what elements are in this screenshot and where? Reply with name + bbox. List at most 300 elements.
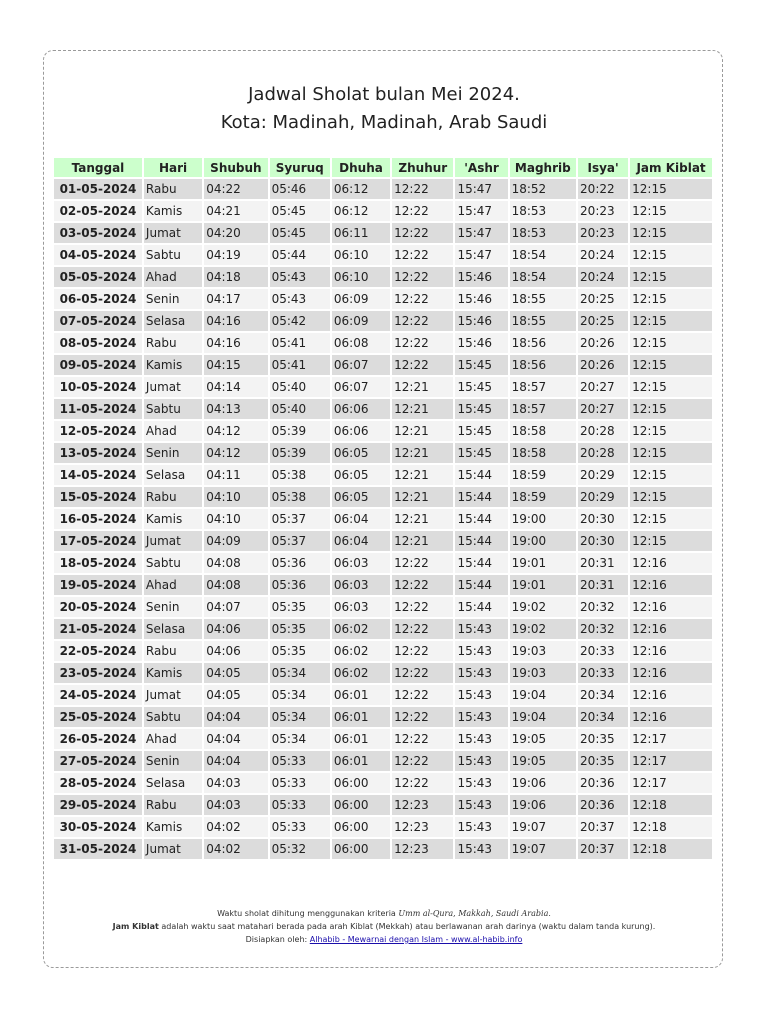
cell-dhuha: 06:02 <box>332 663 390 683</box>
cell-zhuhur: 12:22 <box>392 267 453 287</box>
cell-jam-kiblat: 12:15 <box>630 443 712 463</box>
cell-tanggal: 11-05-2024 <box>54 399 142 419</box>
footer-credit-link[interactable]: Alhabib - Mewarnai dengan Islam - www.al-habib.info <box>309 935 523 944</box>
cell-isya: 20:33 <box>578 663 628 683</box>
cell-tanggal: 13-05-2024 <box>54 443 142 463</box>
cell-shubuh: 04:03 <box>204 773 267 793</box>
cell-jam-kiblat: 12:15 <box>630 531 712 551</box>
cell-maghrib: 18:59 <box>510 487 576 507</box>
table-row <box>54 289 712 309</box>
cell-dhuha: 06:01 <box>332 707 390 727</box>
cell-maghrib: 18:55 <box>510 311 576 331</box>
cell-tanggal: 14-05-2024 <box>54 465 142 485</box>
cell-zhuhur: 12:23 <box>392 817 453 837</box>
cell-hari: Rabu <box>144 641 202 661</box>
cell-dhuha: 06:05 <box>332 443 390 463</box>
cell-dhuha: 06:02 <box>332 619 390 639</box>
cell-maghrib: 19:00 <box>510 531 576 551</box>
cell-maghrib: 18:54 <box>510 267 576 287</box>
cell-maghrib: 19:01 <box>510 575 576 595</box>
column-header-dhuha: Dhuha <box>332 158 390 177</box>
cell-hari: Ahad <box>144 421 202 441</box>
cell-shubuh: 04:05 <box>204 685 267 705</box>
cell-jam-kiblat: 12:15 <box>630 465 712 485</box>
cell-shubuh: 04:10 <box>204 487 267 507</box>
cell-shubuh: 04:02 <box>204 839 267 859</box>
cell-maghrib: 18:53 <box>510 201 576 221</box>
table-row <box>54 421 712 441</box>
cell-ashr: 15:44 <box>455 553 507 573</box>
table-row <box>54 597 712 617</box>
prayer-schedule-table <box>52 156 714 861</box>
cell-hari: Selasa <box>144 311 202 331</box>
cell-jam-kiblat: 12:15 <box>630 421 712 441</box>
cell-dhuha: 06:07 <box>332 377 390 397</box>
cell-shubuh: 04:15 <box>204 355 267 375</box>
cell-maghrib: 19:04 <box>510 707 576 727</box>
cell-syuruq: 05:44 <box>270 245 330 265</box>
cell-hari: Senin <box>144 597 202 617</box>
cell-tanggal: 25-05-2024 <box>54 707 142 727</box>
cell-shubuh: 04:16 <box>204 311 267 331</box>
cell-isya: 20:29 <box>578 465 628 485</box>
cell-ashr: 15:43 <box>455 619 507 639</box>
cell-zhuhur: 12:21 <box>392 465 453 485</box>
cell-shubuh: 04:21 <box>204 201 267 221</box>
cell-syuruq: 05:38 <box>270 487 330 507</box>
cell-isya: 20:35 <box>578 751 628 771</box>
cell-tanggal: 23-05-2024 <box>54 663 142 683</box>
cell-isya: 20:35 <box>578 729 628 749</box>
cell-jam-kiblat: 12:16 <box>630 597 712 617</box>
cell-hari: Selasa <box>144 465 202 485</box>
cell-isya: 20:24 <box>578 267 628 287</box>
cell-syuruq: 05:34 <box>270 685 330 705</box>
cell-jam-kiblat: 12:16 <box>630 707 712 727</box>
cell-isya: 20:27 <box>578 377 628 397</box>
cell-shubuh: 04:08 <box>204 575 267 595</box>
cell-jam-kiblat: 12:18 <box>630 817 712 837</box>
cell-hari: Ahad <box>144 729 202 749</box>
cell-ashr: 15:44 <box>455 509 507 529</box>
column-header-isya: Isya' <box>578 158 628 177</box>
cell-shubuh: 04:22 <box>204 179 267 199</box>
cell-shubuh: 04:02 <box>204 817 267 837</box>
cell-isya: 20:22 <box>578 179 628 199</box>
cell-maghrib: 19:07 <box>510 817 576 837</box>
cell-dhuha: 06:04 <box>332 531 390 551</box>
table-row <box>54 465 712 485</box>
table-row <box>54 619 712 639</box>
cell-syuruq: 05:45 <box>270 201 330 221</box>
cell-syuruq: 05:40 <box>270 399 330 419</box>
table-header-row <box>54 158 712 177</box>
cell-hari: Kamis <box>144 201 202 221</box>
cell-shubuh: 04:06 <box>204 619 267 639</box>
cell-dhuha: 06:03 <box>332 597 390 617</box>
cell-dhuha: 06:09 <box>332 311 390 331</box>
table-row <box>54 443 712 463</box>
cell-syuruq: 05:37 <box>270 531 330 551</box>
cell-hari: Jumat <box>144 223 202 243</box>
cell-jam-kiblat: 12:15 <box>630 289 712 309</box>
table-row <box>54 707 712 727</box>
cell-zhuhur: 12:21 <box>392 421 453 441</box>
cell-ashr: 15:44 <box>455 531 507 551</box>
table-row <box>54 245 712 265</box>
column-header-jam-kiblat: Jam Kiblat <box>630 158 712 177</box>
cell-isya: 20:36 <box>578 773 628 793</box>
cell-shubuh: 04:18 <box>204 267 267 287</box>
cell-dhuha: 06:01 <box>332 685 390 705</box>
cell-jam-kiblat: 12:15 <box>630 223 712 243</box>
cell-zhuhur: 12:21 <box>392 531 453 551</box>
cell-hari: Jumat <box>144 839 202 859</box>
cell-tanggal: 02-05-2024 <box>54 201 142 221</box>
cell-tanggal: 15-05-2024 <box>54 487 142 507</box>
cell-hari: Jumat <box>144 531 202 551</box>
cell-shubuh: 04:03 <box>204 795 267 815</box>
cell-maghrib: 19:02 <box>510 597 576 617</box>
cell-ashr: 15:45 <box>455 377 507 397</box>
column-header-tanggal: Tanggal <box>54 158 142 177</box>
cell-jam-kiblat: 12:18 <box>630 795 712 815</box>
table-row <box>54 751 712 771</box>
table-row <box>54 267 712 287</box>
footer-criteria-prefix: Waktu sholat dihitung menggunakan kriteria <box>217 909 399 918</box>
cell-zhuhur: 12:22 <box>392 773 453 793</box>
cell-ashr: 15:43 <box>455 795 507 815</box>
cell-isya: 20:26 <box>578 355 628 375</box>
cell-isya: 20:30 <box>578 509 628 529</box>
footer-notes <box>44 907 724 946</box>
cell-maghrib: 18:52 <box>510 179 576 199</box>
cell-isya: 20:28 <box>578 443 628 463</box>
cell-zhuhur: 12:23 <box>392 839 453 859</box>
cell-syuruq: 05:36 <box>270 553 330 573</box>
cell-zhuhur: 12:22 <box>392 289 453 309</box>
cell-isya: 20:31 <box>578 575 628 595</box>
cell-zhuhur: 12:22 <box>392 663 453 683</box>
cell-maghrib: 18:57 <box>510 399 576 419</box>
cell-maghrib: 19:05 <box>510 751 576 771</box>
table-row <box>54 355 712 375</box>
cell-tanggal: 12-05-2024 <box>54 421 142 441</box>
cell-syuruq: 05:34 <box>270 729 330 749</box>
cell-ashr: 15:45 <box>455 421 507 441</box>
cell-isya: 20:34 <box>578 707 628 727</box>
cell-hari: Kamis <box>144 509 202 529</box>
cell-tanggal: 21-05-2024 <box>54 619 142 639</box>
cell-maghrib: 19:03 <box>510 663 576 683</box>
cell-zhuhur: 12:21 <box>392 399 453 419</box>
cell-tanggal: 19-05-2024 <box>54 575 142 595</box>
cell-tanggal: 06-05-2024 <box>54 289 142 309</box>
cell-maghrib: 18:59 <box>510 465 576 485</box>
cell-tanggal: 03-05-2024 <box>54 223 142 243</box>
cell-zhuhur: 12:22 <box>392 179 453 199</box>
cell-tanggal: 05-05-2024 <box>54 267 142 287</box>
cell-jam-kiblat: 12:16 <box>630 575 712 595</box>
cell-tanggal: 27-05-2024 <box>54 751 142 771</box>
cell-ashr: 15:47 <box>455 201 507 221</box>
column-header-syuruq: Syuruq <box>270 158 330 177</box>
cell-jam-kiblat: 12:15 <box>630 355 712 375</box>
table-row <box>54 641 712 661</box>
table-body <box>54 179 712 859</box>
cell-maghrib: 18:56 <box>510 355 576 375</box>
table-row <box>54 795 712 815</box>
cell-tanggal: 18-05-2024 <box>54 553 142 573</box>
cell-syuruq: 05:46 <box>270 179 330 199</box>
cell-jam-kiblat: 12:15 <box>630 487 712 507</box>
cell-shubuh: 04:08 <box>204 553 267 573</box>
cell-dhuha: 06:00 <box>332 795 390 815</box>
cell-syuruq: 05:33 <box>270 773 330 793</box>
page-frame <box>43 50 723 968</box>
cell-shubuh: 04:04 <box>204 707 267 727</box>
cell-syuruq: 05:37 <box>270 509 330 529</box>
cell-zhuhur: 12:23 <box>392 795 453 815</box>
cell-hari: Rabu <box>144 333 202 353</box>
cell-shubuh: 04:13 <box>204 399 267 419</box>
cell-dhuha: 06:06 <box>332 421 390 441</box>
cell-hari: Selasa <box>144 619 202 639</box>
cell-maghrib: 19:07 <box>510 839 576 859</box>
cell-hari: Sabtu <box>144 707 202 727</box>
cell-maghrib: 18:54 <box>510 245 576 265</box>
cell-tanggal: 29-05-2024 <box>54 795 142 815</box>
cell-zhuhur: 12:21 <box>392 377 453 397</box>
table-row <box>54 531 712 551</box>
table-row <box>54 509 712 529</box>
page-title <box>44 81 724 137</box>
column-header-shubuh: Shubuh <box>204 158 267 177</box>
cell-tanggal: 09-05-2024 <box>54 355 142 375</box>
cell-shubuh: 04:07 <box>204 597 267 617</box>
cell-syuruq: 05:41 <box>270 333 330 353</box>
cell-jam-kiblat: 12:15 <box>630 509 712 529</box>
cell-tanggal: 17-05-2024 <box>54 531 142 551</box>
footer-kiblat-line <box>44 920 724 933</box>
cell-dhuha: 06:04 <box>332 509 390 529</box>
cell-ashr: 15:44 <box>455 575 507 595</box>
cell-zhuhur: 12:22 <box>392 223 453 243</box>
cell-isya: 20:37 <box>578 817 628 837</box>
cell-syuruq: 05:32 <box>270 839 330 859</box>
cell-zhuhur: 12:22 <box>392 707 453 727</box>
cell-syuruq: 05:35 <box>270 597 330 617</box>
cell-ashr: 15:43 <box>455 751 507 771</box>
cell-hari: Ahad <box>144 267 202 287</box>
cell-maghrib: 19:04 <box>510 685 576 705</box>
cell-hari: Sabtu <box>144 399 202 419</box>
cell-ashr: 15:43 <box>455 839 507 859</box>
cell-jam-kiblat: 12:15 <box>630 311 712 331</box>
cell-shubuh: 04:06 <box>204 641 267 661</box>
cell-dhuha: 06:06 <box>332 399 390 419</box>
cell-syuruq: 05:36 <box>270 575 330 595</box>
column-header-hari: Hari <box>144 158 202 177</box>
cell-shubuh: 04:04 <box>204 751 267 771</box>
footer-kiblat-definition: adalah waktu saat matahari berada pada arah Kiblat (Mekkah) atau berlawanan arah darinya (waktu dalam tanda kurung). <box>158 922 656 931</box>
cell-ashr: 15:44 <box>455 487 507 507</box>
table-row <box>54 553 712 573</box>
title-month: Jadwal Sholat bulan Mei 2024. <box>248 84 520 105</box>
cell-dhuha: 06:03 <box>332 575 390 595</box>
cell-syuruq: 05:33 <box>270 795 330 815</box>
cell-jam-kiblat: 12:16 <box>630 641 712 661</box>
column-header-ashr: 'Ashr <box>455 158 507 177</box>
cell-dhuha: 06:12 <box>332 179 390 199</box>
cell-syuruq: 05:33 <box>270 817 330 837</box>
cell-hari: Kamis <box>144 663 202 683</box>
cell-shubuh: 04:16 <box>204 333 267 353</box>
cell-hari: Ahad <box>144 575 202 595</box>
cell-isya: 20:30 <box>578 531 628 551</box>
cell-tanggal: 08-05-2024 <box>54 333 142 353</box>
cell-hari: Rabu <box>144 487 202 507</box>
footer-criteria-name: Umm al-Qura, Makkah, Saudi Arabia <box>398 909 549 918</box>
cell-zhuhur: 12:22 <box>392 245 453 265</box>
cell-tanggal: 04-05-2024 <box>54 245 142 265</box>
cell-hari: Rabu <box>144 179 202 199</box>
footer-kiblat-term: Jam Kiblat <box>112 922 159 931</box>
cell-ashr: 15:43 <box>455 817 507 837</box>
cell-syuruq: 05:35 <box>270 619 330 639</box>
cell-hari: Rabu <box>144 795 202 815</box>
cell-dhuha: 06:10 <box>332 245 390 265</box>
cell-maghrib: 18:58 <box>510 443 576 463</box>
cell-jam-kiblat: 12:16 <box>630 663 712 683</box>
cell-tanggal: 16-05-2024 <box>54 509 142 529</box>
cell-isya: 20:29 <box>578 487 628 507</box>
table-row <box>54 839 712 859</box>
table-row <box>54 487 712 507</box>
cell-zhuhur: 12:21 <box>392 487 453 507</box>
cell-tanggal: 24-05-2024 <box>54 685 142 705</box>
table-row <box>54 179 712 199</box>
cell-ashr: 15:47 <box>455 223 507 243</box>
cell-shubuh: 04:09 <box>204 531 267 551</box>
cell-ashr: 15:46 <box>455 311 507 331</box>
cell-zhuhur: 12:22 <box>392 311 453 331</box>
table-row <box>54 729 712 749</box>
cell-dhuha: 06:09 <box>332 289 390 309</box>
cell-zhuhur: 12:22 <box>392 597 453 617</box>
table-row <box>54 377 712 397</box>
cell-ashr: 15:43 <box>455 729 507 749</box>
cell-syuruq: 05:43 <box>270 289 330 309</box>
cell-ashr: 15:45 <box>455 399 507 419</box>
cell-jam-kiblat: 12:15 <box>630 377 712 397</box>
column-header-maghrib: Maghrib <box>510 158 576 177</box>
cell-dhuha: 06:07 <box>332 355 390 375</box>
cell-jam-kiblat: 12:16 <box>630 553 712 573</box>
cell-ashr: 15:47 <box>455 245 507 265</box>
cell-tanggal: 01-05-2024 <box>54 179 142 199</box>
cell-jam-kiblat: 12:15 <box>630 267 712 287</box>
cell-dhuha: 06:00 <box>332 839 390 859</box>
cell-hari: Sabtu <box>144 553 202 573</box>
cell-tanggal: 20-05-2024 <box>54 597 142 617</box>
cell-shubuh: 04:04 <box>204 729 267 749</box>
cell-ashr: 15:44 <box>455 597 507 617</box>
cell-jam-kiblat: 12:17 <box>630 751 712 771</box>
cell-tanggal: 30-05-2024 <box>54 817 142 837</box>
cell-jam-kiblat: 12:16 <box>630 685 712 705</box>
cell-hari: Jumat <box>144 685 202 705</box>
cell-dhuha: 06:01 <box>332 751 390 771</box>
cell-tanggal: 22-05-2024 <box>54 641 142 661</box>
cell-ashr: 15:43 <box>455 641 507 661</box>
cell-hari: Senin <box>144 443 202 463</box>
cell-zhuhur: 12:21 <box>392 443 453 463</box>
cell-syuruq: 05:33 <box>270 751 330 771</box>
cell-isya: 20:33 <box>578 641 628 661</box>
cell-isya: 20:23 <box>578 201 628 221</box>
cell-ashr: 15:43 <box>455 707 507 727</box>
table-row <box>54 685 712 705</box>
cell-syuruq: 05:40 <box>270 377 330 397</box>
cell-maghrib: 19:00 <box>510 509 576 529</box>
cell-dhuha: 06:11 <box>332 223 390 243</box>
table-row <box>54 817 712 837</box>
table-row <box>54 575 712 595</box>
cell-maghrib: 19:03 <box>510 641 576 661</box>
cell-syuruq: 05:42 <box>270 311 330 331</box>
cell-zhuhur: 12:22 <box>392 553 453 573</box>
table-row <box>54 201 712 221</box>
footer-credit-prefix: Disiapkan oleh: <box>245 935 310 944</box>
cell-jam-kiblat: 12:16 <box>630 619 712 639</box>
cell-tanggal: 26-05-2024 <box>54 729 142 749</box>
cell-syuruq: 05:41 <box>270 355 330 375</box>
cell-isya: 20:28 <box>578 421 628 441</box>
cell-tanggal: 10-05-2024 <box>54 377 142 397</box>
cell-maghrib: 18:53 <box>510 223 576 243</box>
cell-shubuh: 04:19 <box>204 245 267 265</box>
cell-shubuh: 04:12 <box>204 421 267 441</box>
cell-syuruq: 05:39 <box>270 443 330 463</box>
table-row <box>54 663 712 683</box>
cell-isya: 20:24 <box>578 245 628 265</box>
cell-jam-kiblat: 12:18 <box>630 839 712 859</box>
cell-zhuhur: 12:22 <box>392 201 453 221</box>
cell-ashr: 15:43 <box>455 663 507 683</box>
table-row <box>54 773 712 793</box>
cell-jam-kiblat: 12:17 <box>630 729 712 749</box>
cell-isya: 20:27 <box>578 399 628 419</box>
cell-maghrib: 19:02 <box>510 619 576 639</box>
cell-isya: 20:32 <box>578 597 628 617</box>
cell-tanggal: 28-05-2024 <box>54 773 142 793</box>
cell-isya: 20:34 <box>578 685 628 705</box>
cell-isya: 20:36 <box>578 795 628 815</box>
cell-dhuha: 06:00 <box>332 817 390 837</box>
cell-hari: Kamis <box>144 355 202 375</box>
table-row <box>54 333 712 353</box>
cell-shubuh: 04:17 <box>204 289 267 309</box>
cell-jam-kiblat: 12:15 <box>630 179 712 199</box>
cell-jam-kiblat: 12:17 <box>630 773 712 793</box>
cell-ashr: 15:45 <box>455 355 507 375</box>
cell-zhuhur: 12:21 <box>392 509 453 529</box>
cell-shubuh: 04:14 <box>204 377 267 397</box>
cell-ashr: 15:46 <box>455 333 507 353</box>
cell-jam-kiblat: 12:15 <box>630 333 712 353</box>
cell-dhuha: 06:00 <box>332 773 390 793</box>
